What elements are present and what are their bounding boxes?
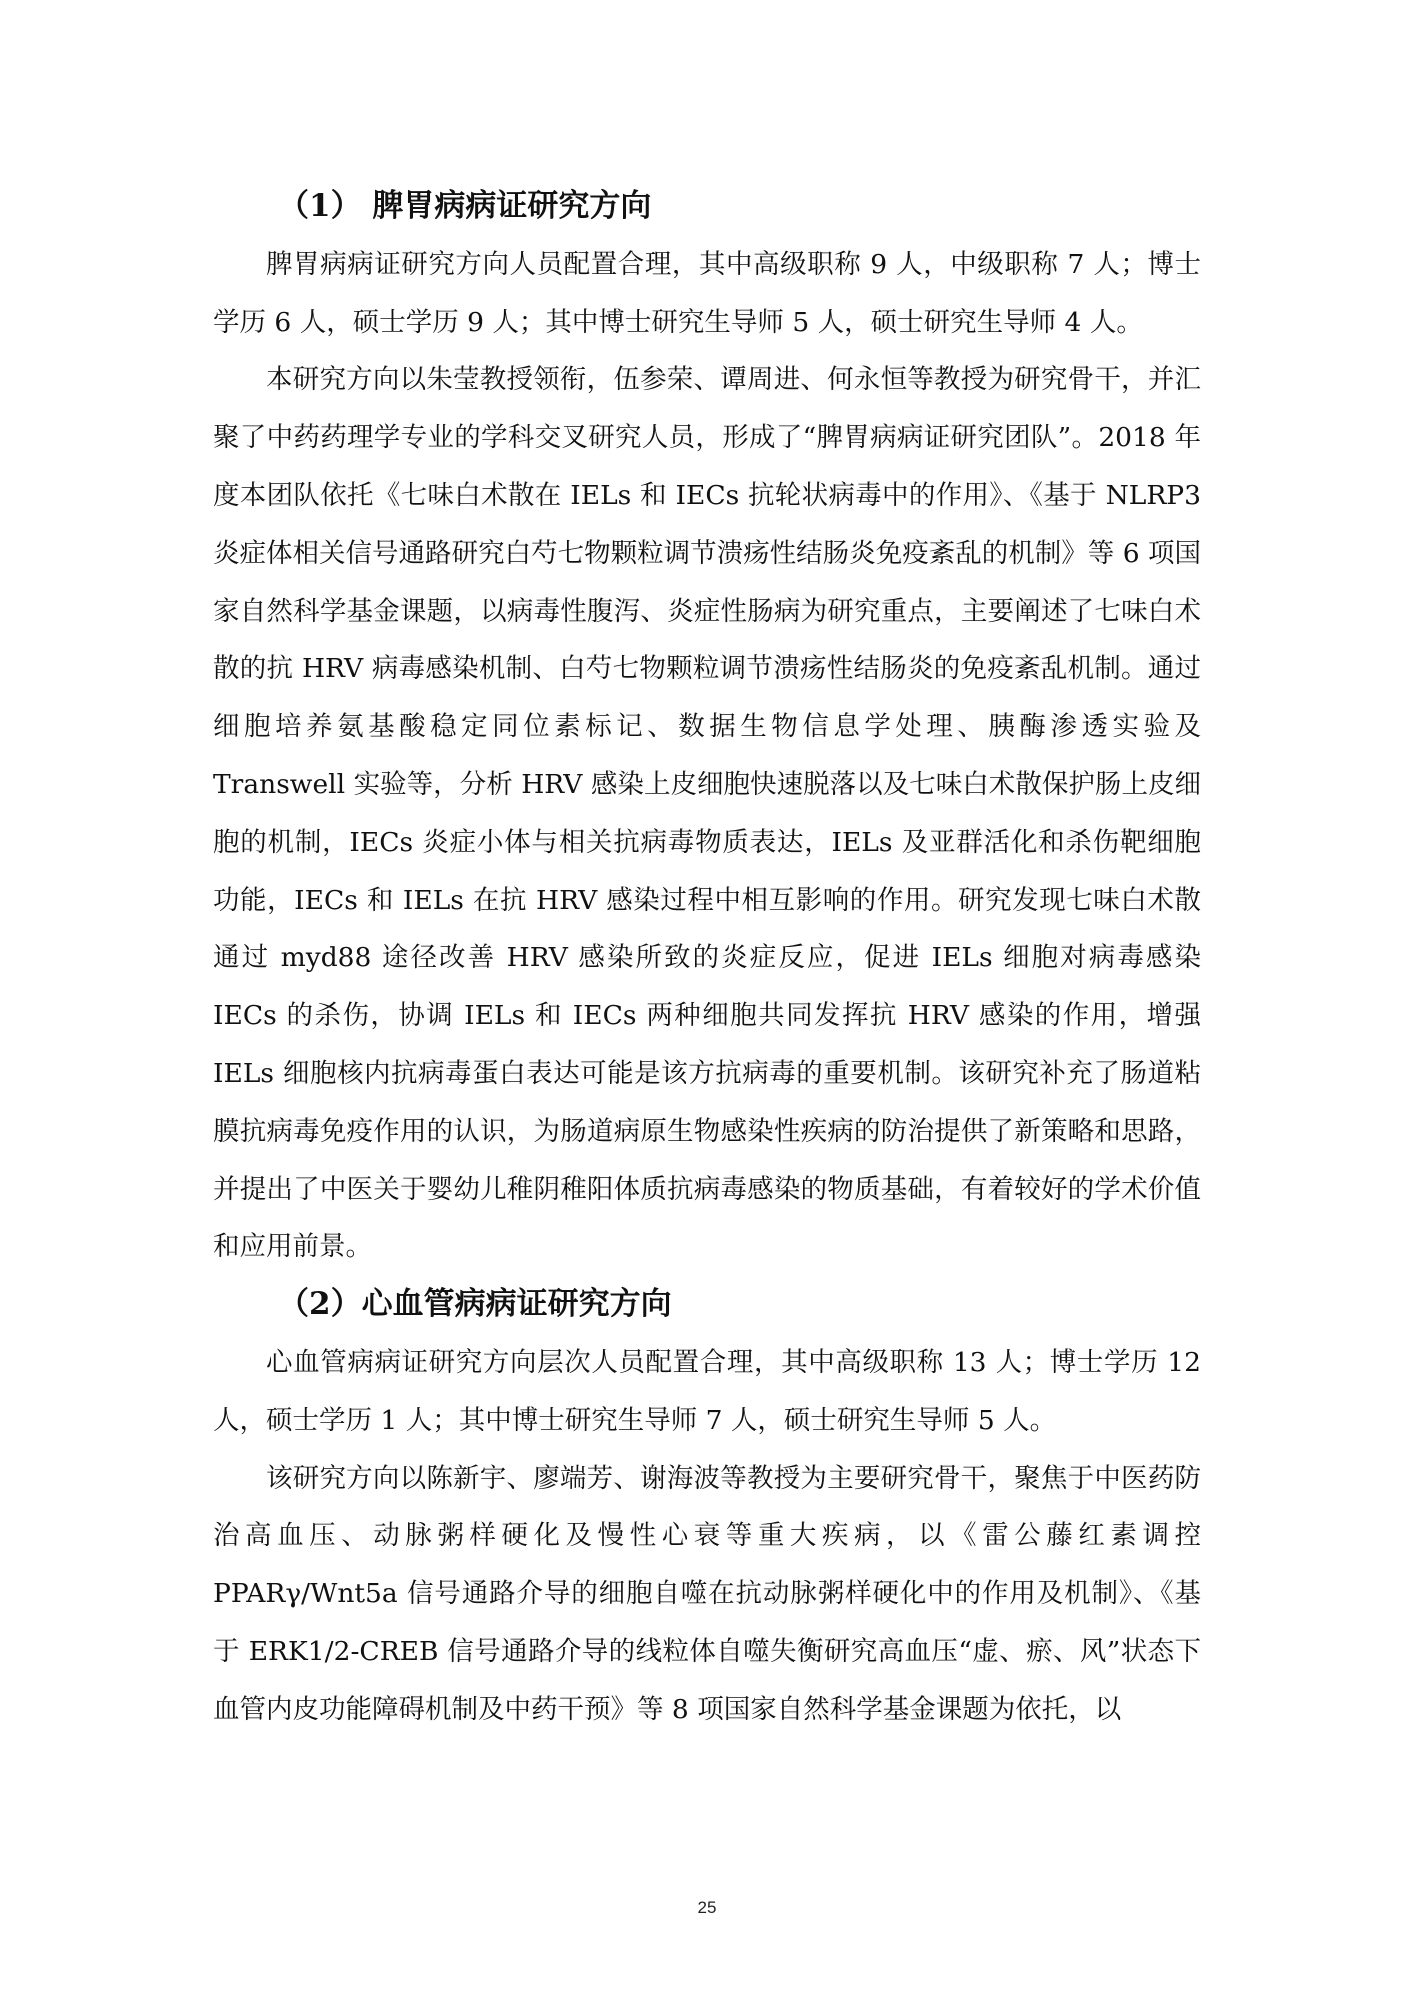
page-number: 25 bbox=[697, 1898, 717, 1917]
section-heading-cardiovascular: （2）心血管病病证研究方向 bbox=[278, 1286, 672, 1323]
section-heading-spleen-stomach: （1） 脾胃病病证研究方向 bbox=[278, 188, 652, 224]
paragraph-research-cardiovascular: 该研究方向以陈新宇、廖端芳、谢海波等教授为主要研究骨干，聚焦于中医药防治高血压、动脉粥样硬化及慢性心衰等重大疾病，以《雷公藤红素调控 PPARγ/Wnt5a 信号通路介导的细胞自噬在抗动脉粥样硬化中的作用及机制》、《基于 ERK1/2-CREB 信号通路介导的线粒体自噬失衡研究高血压“虚、瘀、风”状态下血管内皮功能障碍机制及中药干预》等 8 项国家自然科学基金课题为依托，以 bbox=[213, 1462, 1201, 1725]
paragraph-research-spleen-stomach: 本研究方向以朱莹教授领衔，伍参荣、谭周进、何永恒等教授为研究骨干，并汇聚了中药药理学专业的学科交叉研究人员，形成了“脾胃病病证研究团队”。2018 年度本团队依托《七味白术散在 IELs 和 IECs 抗轮状病毒中的作用》、《基于 NLRP3 炎症体相关信号通路研究白芍七物颗粒调节溃疡性结肠炎免疫紊乱的机制》等 6 项国家自然科学基金课题，以病毒性腹泻、炎症性肠病为研究重点，主要阐述了七味白术散的抗 HRV 病毒感染机制、白芍七物颗粒调节溃疡性结肠炎的免疫紊乱机制。通过细胞培养氨基酸稳定同位素标记、数据生物信息学处理、胰酶渗透实验及 Transwell 实验等，分析 HRV 感染上皮细胞快速脱落以及七味白术散保护肠上皮细胞的机制，IECs 炎症小体与相关抗病毒物质表达，IELs 及亚群活化和杀伤靶细胞功能，IECs 和 IELs 在抗 HRV 感染过程中相互影响的作用。研究发现七味白术散通过 myd88 途径改善 HRV 感染所致的炎症反应，促进 IELs 细胞对病毒感染 IECs 的杀伤，协调 IELs 和 IECs 两种细胞共同发挥抗 HRV 感染的作用，增强 IELs 细胞核内抗病毒蛋白表达可能是该方抗病毒的重要机制。该研究补充了肠道粘膜抗病毒免疫作用的认识，为肠道病原生物感染性疾病的防治提供了新策略和思路，并提出了中医关于婴幼儿稚阴稚阳体质抗病毒感染的物质基础，有着较好的学术价值和应用前景。 bbox=[213, 364, 1201, 1263]
page-content bbox=[213, 178, 1201, 1739]
paragraph-staffing-cardiovascular: 心血管病病证研究方向层次人员配置合理，其中高级职称 13 人；博士学历 12 人，硕士学历 1 人；其中博士研究生导师 7 人，硕士研究生导师 5 人。 bbox=[213, 1346, 1201, 1436]
paragraph-staffing-spleen-stomach: 脾胃病病证研究方向人员配置合理，其中高级职称 9 人，中级职称 7 人；博士学历 6 人，硕士学历 9 人；其中博士研究生导师 5 人，硕士研究生导师 4 人。 bbox=[213, 248, 1201, 338]
